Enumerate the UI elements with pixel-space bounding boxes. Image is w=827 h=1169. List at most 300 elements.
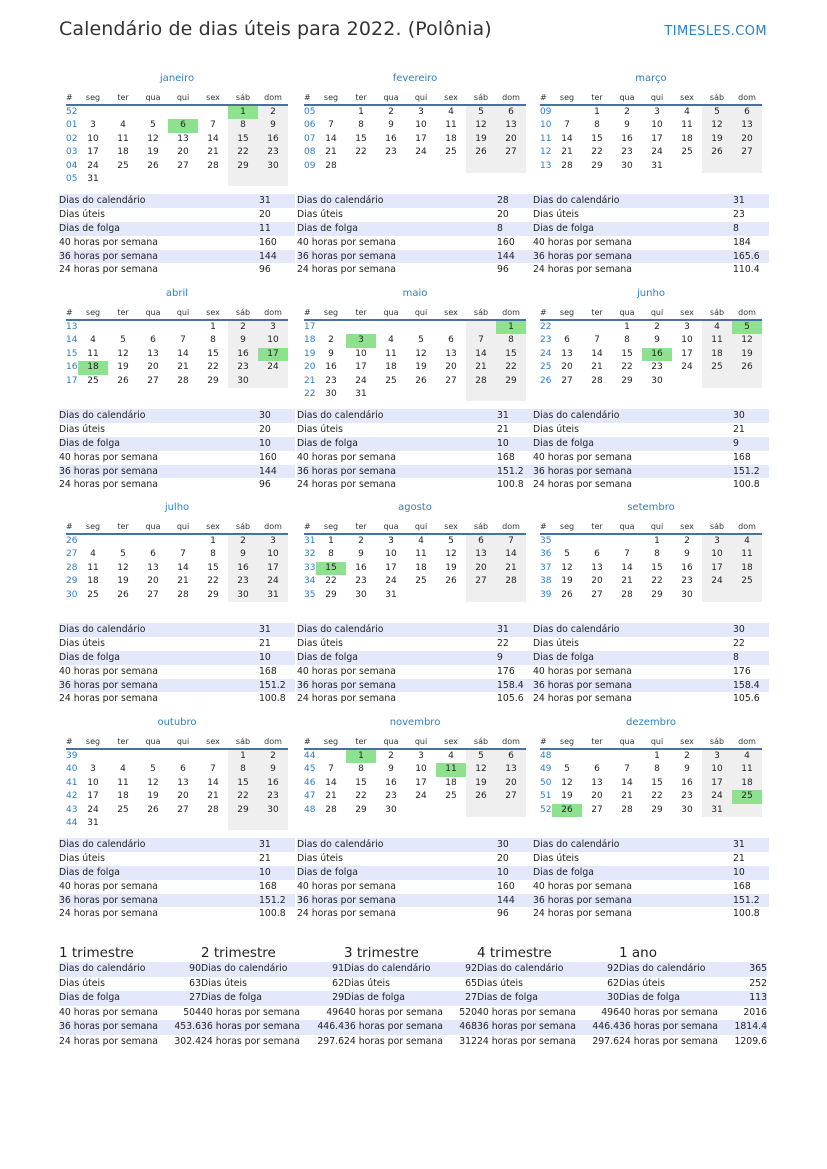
day-cell xyxy=(108,817,138,830)
day-cell: 6 xyxy=(594,764,600,775)
day-cell: 2 xyxy=(624,107,630,117)
day-cell: 1 xyxy=(210,536,216,546)
day-cell: 2 xyxy=(388,751,394,761)
stat-value: 10 xyxy=(259,437,271,449)
day-cell xyxy=(138,321,168,334)
stat-row xyxy=(297,222,533,236)
day-cell: 31 xyxy=(355,388,367,399)
day-cell: 19 xyxy=(732,348,762,361)
day-cell: 20 xyxy=(496,777,526,790)
stat-label: Dias de folga xyxy=(533,866,594,878)
stat-label: 24 horas por semana xyxy=(59,479,158,491)
weekday-label: qua xyxy=(383,737,399,746)
day-cell xyxy=(198,106,228,119)
month-6 xyxy=(66,501,288,602)
stat-value: 100.8 xyxy=(259,908,286,920)
month-1 xyxy=(304,72,526,173)
stat-row xyxy=(59,838,295,852)
stat-value: 9 xyxy=(497,651,503,663)
stat-label: 24 horas por semana xyxy=(297,264,396,276)
weekday-label: qui xyxy=(414,522,428,531)
week-number: 16 xyxy=(66,362,78,373)
month-stats xyxy=(533,409,769,492)
day-cell: 27 xyxy=(177,160,189,171)
day-cell: 21 xyxy=(207,791,219,802)
month-name: agosto xyxy=(398,502,432,513)
day-cell: 22 xyxy=(325,576,337,587)
stat-value: 96 xyxy=(259,264,271,276)
week-row xyxy=(66,548,288,561)
day-cell xyxy=(552,750,582,763)
summary-value: 468 xyxy=(459,1021,477,1032)
day-cell: 20 xyxy=(496,133,526,146)
day-cell: 14 xyxy=(621,777,633,788)
stat-row xyxy=(297,465,533,479)
summary-row xyxy=(619,1035,767,1050)
stat-value: 10 xyxy=(259,651,271,663)
month-stats xyxy=(59,194,295,277)
stat-label: 40 horas por semana xyxy=(533,236,632,248)
day-cell: 28 xyxy=(325,160,337,171)
stat-row xyxy=(59,692,295,706)
day-cell xyxy=(376,321,406,334)
day-cell: 14 xyxy=(325,777,337,788)
day-cell: 27 xyxy=(177,804,189,815)
day-cell: 27 xyxy=(147,589,159,600)
day-cell: 14 xyxy=(591,348,603,359)
day-cell: 20 xyxy=(591,576,603,587)
weekday-label: ter xyxy=(355,522,367,531)
day-cell: 27 xyxy=(496,790,526,803)
stat-label: Dias úteis xyxy=(297,423,343,435)
stat-label: Dias de folga xyxy=(59,651,120,663)
day-cell: 20 xyxy=(147,362,159,373)
day-cell: 15 xyxy=(496,348,526,361)
day-cell xyxy=(346,160,376,173)
week-number: 17 xyxy=(66,375,78,386)
day-cell: 2 xyxy=(328,335,334,346)
weekday-label: ter xyxy=(591,737,603,746)
week-number: 44 xyxy=(304,751,316,761)
stat-value: 20 xyxy=(497,852,509,864)
stat-label: 24 horas por semana xyxy=(297,908,396,920)
stat-value: 151.2 xyxy=(733,894,760,906)
day-cell xyxy=(552,535,582,548)
day-cell: 7 xyxy=(564,120,570,131)
day-cell: 15 xyxy=(355,133,367,144)
stat-label: 24 horas por semana xyxy=(533,908,632,920)
week-number: 48 xyxy=(540,751,552,761)
day-cell: 4 xyxy=(702,321,732,334)
day-cell: 23 xyxy=(355,576,367,587)
summary-column xyxy=(477,944,619,1049)
stat-label: 24 horas por semana xyxy=(533,264,632,276)
day-cell: 14 xyxy=(496,548,526,561)
summary-label: Dias de folga xyxy=(59,992,120,1003)
stat-label: 36 horas por semana xyxy=(297,250,396,262)
summary-label: Dias de folga xyxy=(344,992,405,1003)
stat-row xyxy=(297,208,533,222)
day-cell: 1 xyxy=(210,322,216,332)
day-cell: 30 xyxy=(385,804,397,815)
week-number: 31 xyxy=(304,536,316,546)
day-cell: 2 xyxy=(228,535,258,548)
week-number: 23 xyxy=(540,335,552,346)
week-row xyxy=(540,777,762,790)
weekday-label: sáb xyxy=(473,522,489,531)
weekday-header xyxy=(304,736,526,750)
day-cell: 21 xyxy=(325,147,337,158)
weekday-header xyxy=(540,307,762,321)
summary-value: 302.4 xyxy=(174,1035,201,1047)
summary-value: 446.4 xyxy=(592,1021,619,1032)
week-number: 38 xyxy=(540,576,552,587)
stat-row xyxy=(297,866,533,880)
summary-value: 297.6 xyxy=(317,1035,344,1047)
week-number: 02 xyxy=(66,133,78,144)
brand-link[interactable]: TIMESLES.COM xyxy=(664,24,767,39)
month-name: fevereiro xyxy=(392,73,438,84)
month-name: julho xyxy=(164,502,190,513)
weekday-label: dom xyxy=(738,522,756,531)
day-cell: 22 xyxy=(355,791,367,802)
day-cell: 23 xyxy=(228,361,258,374)
day-cell: 18 xyxy=(445,133,457,144)
stat-row xyxy=(297,880,533,894)
day-cell: 17 xyxy=(355,362,367,373)
week-row xyxy=(66,777,288,790)
holiday-day-cell: 15 xyxy=(316,562,346,575)
day-cell xyxy=(582,750,612,763)
week-number: 34 xyxy=(304,576,316,587)
weekday-label: dom xyxy=(264,308,282,317)
summary-title: 4 trimestre xyxy=(477,945,552,961)
stat-label: Dias úteis xyxy=(533,637,579,649)
week-row xyxy=(540,106,762,119)
stat-value: 31 xyxy=(497,410,509,421)
stat-value: 23 xyxy=(733,208,745,220)
summary-column xyxy=(201,944,344,1049)
day-cell: 2 xyxy=(654,322,660,332)
day-cell: 5 xyxy=(418,335,424,346)
day-cell: 10 xyxy=(651,120,663,131)
day-cell: 8 xyxy=(210,335,216,346)
week-row xyxy=(540,790,762,803)
month-2 xyxy=(540,72,762,173)
weekday-label: seg xyxy=(323,93,339,102)
day-cell: 10 xyxy=(87,777,99,788)
summary-label: 40 horas por semana xyxy=(477,1006,576,1018)
stat-row xyxy=(297,478,533,492)
week-row xyxy=(540,535,762,548)
day-cell: 9 xyxy=(258,119,288,132)
day-cell: 4 xyxy=(684,107,690,117)
stat-value: 28 xyxy=(497,195,509,206)
day-cell: 9 xyxy=(228,334,258,347)
day-cell xyxy=(732,589,762,602)
day-cell: 6 xyxy=(496,106,526,119)
day-cell: 24 xyxy=(87,804,99,815)
day-cell: 31 xyxy=(87,173,99,184)
week-row xyxy=(304,575,526,588)
week-number: 46 xyxy=(304,777,316,788)
day-cell: 23 xyxy=(325,375,337,386)
day-cell xyxy=(168,817,198,830)
week-number: 18 xyxy=(304,335,316,346)
weekday-label: qui xyxy=(650,308,664,317)
week-number: 35 xyxy=(304,589,316,600)
day-cell: 22 xyxy=(207,576,219,587)
day-cell: 9 xyxy=(684,549,690,560)
weekday-label: ter xyxy=(355,737,367,746)
week-row xyxy=(540,146,762,159)
day-cell: 4 xyxy=(90,335,96,346)
day-cell: 21 xyxy=(561,147,573,158)
weekday-label: sáb xyxy=(709,93,725,102)
stat-value: 165.6 xyxy=(733,250,760,262)
stat-row xyxy=(59,423,295,437)
day-cell: 1 xyxy=(654,536,660,546)
weekday-header xyxy=(540,521,762,535)
day-cell: 26 xyxy=(117,375,129,386)
stat-label: 36 horas por semana xyxy=(533,250,632,262)
stat-row xyxy=(533,692,769,706)
day-cell: 31 xyxy=(385,589,397,600)
summary-column xyxy=(59,944,201,1049)
stat-label: Dias de folga xyxy=(297,222,358,234)
weekday-label: ter xyxy=(117,93,129,102)
day-cell: 25 xyxy=(702,361,732,374)
day-cell: 22 xyxy=(621,362,633,373)
day-cell: 24 xyxy=(258,575,288,588)
stat-label: 36 horas por semana xyxy=(533,894,632,906)
week-number: 33 xyxy=(304,562,316,573)
summary-row xyxy=(477,977,619,992)
day-cell: 12 xyxy=(466,119,496,132)
day-cell: 29 xyxy=(325,589,337,600)
weekday-label: seg xyxy=(559,737,575,746)
month-stats xyxy=(59,838,295,921)
weekday-label: ter xyxy=(117,308,129,317)
day-cell: 1 xyxy=(228,750,258,763)
summary-label: 36 horas por semana xyxy=(619,1021,718,1032)
weekday-label: sex xyxy=(444,308,458,317)
stat-value: 21 xyxy=(259,852,271,864)
day-cell: 24 xyxy=(385,576,397,587)
day-cell xyxy=(78,106,108,119)
day-cell: 6 xyxy=(466,535,496,548)
day-cell: 9 xyxy=(654,335,660,346)
summary-value: 520 xyxy=(459,1006,477,1018)
day-cell: 9 xyxy=(684,764,690,775)
weekday-label: dom xyxy=(502,308,520,317)
weekday-label: qui xyxy=(176,308,190,317)
week-number: 25 xyxy=(540,362,552,373)
day-cell: 2 xyxy=(388,107,394,117)
stat-value: 31 xyxy=(259,195,271,206)
month-name: abril xyxy=(165,288,189,299)
weekday-label: qua xyxy=(619,93,635,102)
day-cell: 14 xyxy=(207,777,219,788)
day-cell: 17 xyxy=(87,791,99,802)
day-cell: 6 xyxy=(564,335,570,346)
week-number: 09 xyxy=(304,160,316,171)
day-cell: 25 xyxy=(681,147,693,158)
stat-row xyxy=(297,665,533,679)
stat-value: 151.2 xyxy=(259,894,286,906)
day-cell: 3 xyxy=(418,107,424,117)
summary-row xyxy=(477,1035,619,1050)
summary-label: Dias do calendário xyxy=(201,963,288,974)
summary-title: 3 trimestre xyxy=(344,945,419,961)
week-row xyxy=(66,535,288,548)
week-number: 17 xyxy=(304,322,316,332)
day-cell xyxy=(612,750,642,763)
day-cell: 8 xyxy=(358,120,364,131)
day-cell xyxy=(168,535,198,548)
summary-title: 1 trimestre xyxy=(59,945,134,961)
month-11 xyxy=(540,716,762,817)
weekday-label: sex xyxy=(680,737,694,746)
day-cell: 8 xyxy=(228,119,258,132)
day-cell: 3 xyxy=(418,751,424,761)
day-cell: 8 xyxy=(654,549,660,560)
day-cell: 26 xyxy=(147,160,159,171)
stat-label: 24 horas por semana xyxy=(59,693,158,705)
stat-value: 30 xyxy=(497,839,509,850)
holiday-day-cell: 3 xyxy=(346,334,376,347)
day-cell: 16 xyxy=(228,562,258,575)
stat-row xyxy=(533,866,769,880)
week-number: 37 xyxy=(540,562,552,573)
week-number: 20 xyxy=(304,362,316,373)
day-cell: 18 xyxy=(117,791,129,802)
stat-row xyxy=(297,623,533,637)
summary-value: 2016 xyxy=(743,1006,767,1018)
day-cell: 12 xyxy=(147,777,159,788)
day-cell: 17 xyxy=(258,562,288,575)
day-cell: 13 xyxy=(177,133,189,144)
day-cell: 11 xyxy=(702,334,732,347)
month-4 xyxy=(304,287,526,401)
week-number: 51 xyxy=(540,791,552,802)
week-number: 11 xyxy=(540,133,552,144)
day-cell: 13 xyxy=(445,348,457,359)
week-row xyxy=(66,133,288,146)
holiday-day-cell: 25 xyxy=(732,790,762,803)
stat-value: 8 xyxy=(733,222,739,234)
stat-row xyxy=(297,651,533,665)
summary-label: 24 horas por semana xyxy=(619,1035,718,1047)
day-cell xyxy=(198,173,228,186)
stat-row xyxy=(533,250,769,264)
day-cell: 7 xyxy=(496,535,526,548)
stat-label: Dias úteis xyxy=(533,208,579,220)
day-cell: 3 xyxy=(258,321,288,334)
week-number: 39 xyxy=(540,589,552,600)
stat-label: 40 horas por semana xyxy=(59,236,158,248)
day-cell: 21 xyxy=(591,362,603,373)
stat-value: 8 xyxy=(733,651,739,663)
day-cell: 8 xyxy=(594,120,600,131)
stat-row xyxy=(533,679,769,693)
day-cell xyxy=(552,106,582,119)
week-number: 26 xyxy=(66,536,78,546)
stat-label: 36 horas por semana xyxy=(297,679,396,691)
week-number: 21 xyxy=(304,375,316,386)
stat-row xyxy=(59,679,295,693)
day-cell: 11 xyxy=(732,763,762,776)
summary-value: 65 xyxy=(465,977,477,989)
week-row xyxy=(66,106,288,119)
day-cell xyxy=(316,321,346,334)
day-cell: 30 xyxy=(621,160,633,171)
stat-label: Dias úteis xyxy=(59,852,105,864)
week-row xyxy=(66,173,288,186)
day-cell: 9 xyxy=(328,348,334,359)
month-9 xyxy=(66,716,288,830)
weekday-label: sáb xyxy=(709,308,725,317)
weekday-label: # xyxy=(66,308,73,317)
stat-label: 24 horas por semana xyxy=(297,479,396,491)
stat-value: 168 xyxy=(733,451,751,463)
stat-label: 40 horas por semana xyxy=(533,451,632,463)
day-cell xyxy=(258,375,288,388)
stat-value: 21 xyxy=(733,423,745,435)
week-number: 26 xyxy=(540,375,552,386)
day-cell: 5 xyxy=(466,750,496,763)
summary-label: Dias úteis xyxy=(477,977,523,989)
week-number: 49 xyxy=(540,764,552,775)
day-cell: 2 xyxy=(258,106,288,119)
week-number: 50 xyxy=(540,777,552,788)
day-cell: 27 xyxy=(732,146,762,159)
week-row xyxy=(304,750,526,763)
day-cell: 5 xyxy=(120,335,126,346)
stat-label: 24 horas por semana xyxy=(533,479,632,491)
day-cell: 10 xyxy=(702,763,732,776)
summary-row xyxy=(619,977,767,992)
day-cell: 7 xyxy=(466,334,496,347)
holiday-day-cell: 1 xyxy=(228,106,258,119)
day-cell: 16 xyxy=(258,133,288,146)
day-cell: 24 xyxy=(702,790,732,803)
summary-column xyxy=(619,944,767,1049)
day-cell xyxy=(258,173,288,186)
day-cell: 12 xyxy=(466,763,496,776)
weekday-label: qua xyxy=(145,93,161,102)
summary-label: Dias do calendário xyxy=(344,963,431,974)
day-cell: 3 xyxy=(702,750,732,763)
day-cell: 28 xyxy=(496,575,526,588)
day-cell xyxy=(466,160,496,173)
week-row xyxy=(540,361,762,374)
weekday-label: seg xyxy=(559,93,575,102)
stat-row xyxy=(59,907,295,921)
week-number: 06 xyxy=(304,120,316,131)
weekday-label: sáb xyxy=(473,93,489,102)
stat-label: 36 horas por semana xyxy=(59,465,158,477)
weekday-label: qui xyxy=(650,522,664,531)
day-cell: 10 xyxy=(87,133,99,144)
day-cell xyxy=(436,321,466,334)
day-cell xyxy=(552,321,582,334)
week-row xyxy=(304,763,526,776)
stat-label: Dias do calendário xyxy=(297,195,384,206)
day-cell: 19 xyxy=(147,791,159,802)
summary-row xyxy=(477,1020,619,1035)
day-cell xyxy=(702,589,732,602)
